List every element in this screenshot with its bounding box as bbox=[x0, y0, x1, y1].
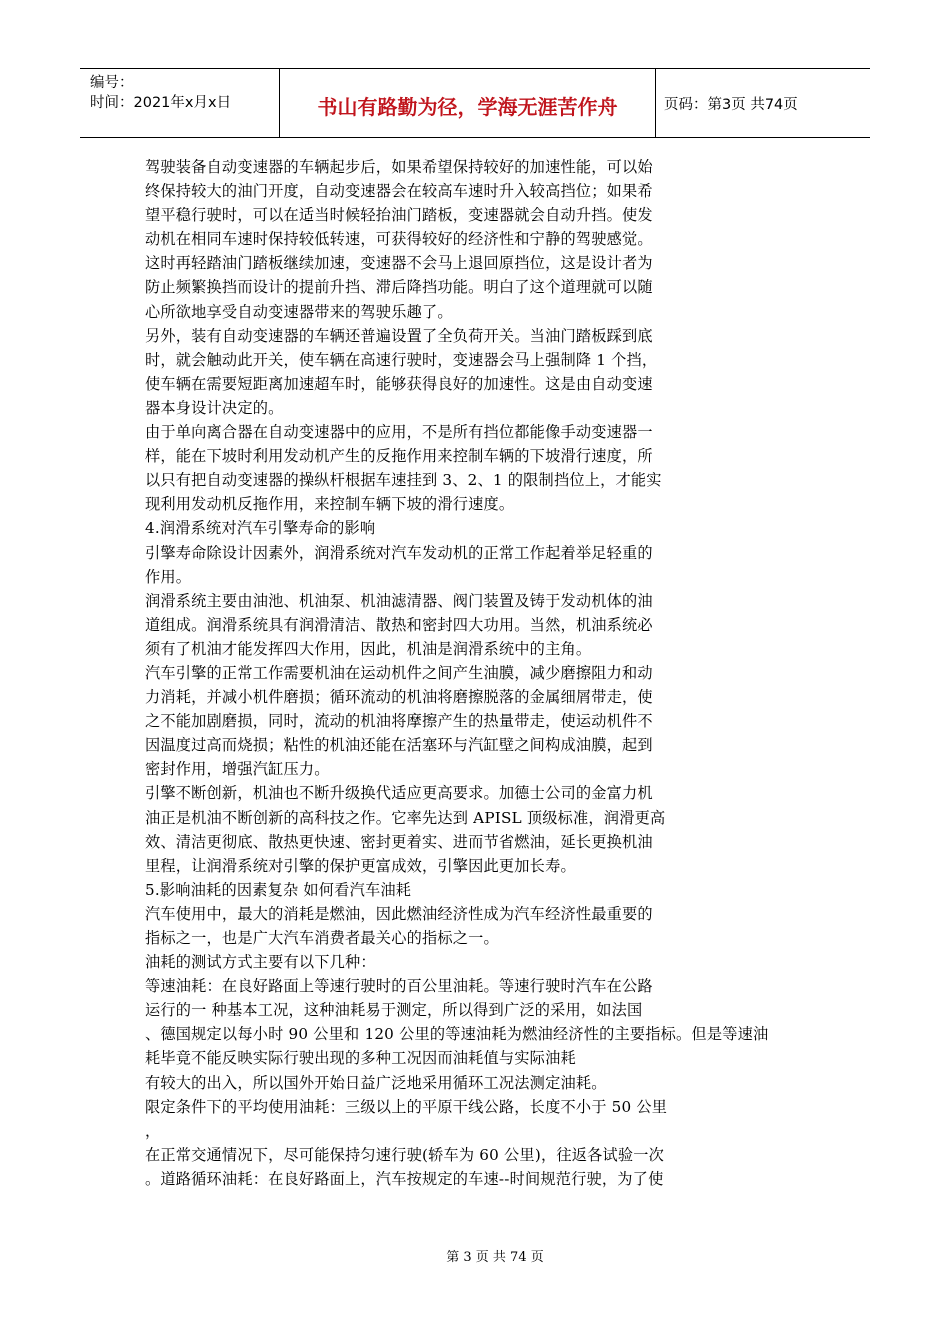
page-footer: 第 3 页 共 74 页 bbox=[446, 1250, 544, 1265]
text-line: 引擎寿命除设计因素外，润滑系统对汽车发动机的正常工作起着举足轻重的 bbox=[145, 543, 653, 562]
date-label: 时间：2021年x月x日 bbox=[90, 95, 232, 111]
text-line: 5.影响油耗的因素复杂 如何看汽车油耗 bbox=[145, 880, 412, 899]
text-line: 、德国规定以每小时 90 公里和 120 公里的等速油耗为燃油经济性的主要指标。但是等速油 bbox=[145, 1025, 769, 1044]
text-line: 耗毕竟不能反映实际行驶出现的多种工况因而油耗值与实际油耗 bbox=[145, 1049, 576, 1068]
header-meta bbox=[80, 69, 280, 137]
text-line: 有较大的出入，所以国外开始日益广泛地采用循环工况法测定油耗。 bbox=[145, 1073, 607, 1092]
text-line: 油耗的测试方式主要有以下几种： bbox=[145, 953, 376, 972]
text-line: 润滑系统主要由油池、机油泵、机油滤清器、阀门装置及铸于发动机体的油 bbox=[145, 591, 653, 610]
text-line: 引擎不断创新，机油也不断升级换代适应更高要求。加德士公司的金富力机 bbox=[145, 784, 653, 803]
text-line: 限定条件下的平均使用油耗：三级以上的平原干线公路，长度不小于 50 公里 bbox=[145, 1097, 668, 1116]
text-line: 道组成。润滑系统具有润滑清洁、散热和密封四大功用。当然，机油系统必 bbox=[145, 615, 653, 634]
text-line: 里程，让润滑系统对引擎的保护更富成效，引擎因此更加长寿。 bbox=[145, 856, 576, 875]
text-line: 另外，装有自动变速器的车辆还普遍设置了全负荷开关。当油门踏板踩到底 bbox=[145, 326, 653, 345]
header-page-info: 页码：第3页 共74页 bbox=[664, 96, 798, 113]
text-line: 驾驶装备自动变速器的车辆起步后，如果希望保持较好的加速性能，可以始 bbox=[145, 158, 653, 176]
text-line: ， bbox=[145, 1121, 161, 1140]
text-line: 之不能加剧磨损，同时，流动的机油将摩擦产生的热量带走，使运动机件不 bbox=[145, 712, 653, 731]
text-line: 指标之一，也是广大汽车消费者最关心的指标之一。 bbox=[145, 929, 499, 947]
text-line: 在正常交通情况下，尽可能保持匀速行驶(轿车为 60 公里)，往返各试验一次 bbox=[145, 1145, 665, 1164]
text-line: 以只有把自动变速器的操纵杆根据车速挂到 3、2、1 的限制挡位上，才能实 bbox=[145, 471, 662, 490]
header-motto: 书山有路勤为径，学海无涯苦作舟 bbox=[280, 69, 656, 137]
text-line: 器本身设计决定的。 bbox=[145, 398, 284, 417]
text-line: 等速油耗：在良好路面上等速行驶时的百公里油耗。等速行驶时汽车在公路 bbox=[145, 977, 653, 996]
text-line: 汽车使用中，最大的消耗是燃油，因此燃油经济性成为汽车经济性最重要的 bbox=[145, 904, 653, 923]
text-line: 油正是机油不断创新的高科技之作。它率先达到 APISL 顶级标准，润滑更高 bbox=[145, 808, 666, 827]
page-header bbox=[80, 68, 870, 138]
document-body bbox=[145, 155, 845, 1191]
text-line: 望平稳行驶时，可以在适当时候轻抬油门踏板，变速器就会自动升挡。使发 bbox=[145, 206, 653, 225]
text-line: 力消耗，并减小机件磨损；循环流动的机油将磨擦脱落的金属细屑带走，使 bbox=[145, 688, 653, 707]
text-line: 4.润滑系统对汽车引擎寿命的影响 bbox=[145, 519, 376, 538]
text-line: 运行的一 种基本工况，这种油耗易于测定，所以得到广泛的采用，如法国 bbox=[145, 1001, 643, 1020]
text-line: 现利用发动机反拖作用，来控制车辆下坡的滑行速度。 bbox=[145, 495, 515, 514]
text-line: 由于单向离合器在自动变速器中的应用，不是所有挡位都能像手动变速器一 bbox=[145, 423, 653, 442]
text-line: 效、清洁更彻底、散热更快速、密封更着实、进而节省燃油，延长更换机油 bbox=[145, 832, 653, 851]
text-line: 使车辆在需要短距离加速超车时，能够获得良好的加速性。这是由自动变速 bbox=[145, 374, 653, 393]
text-line: 样，能在下坡时利用发动机产生的反拖作用来控制车辆的下坡滑行速度，所 bbox=[145, 447, 653, 466]
text-line: 心所欲地享受自动变速器带来的驾驶乐趣了。 bbox=[145, 302, 453, 321]
text-line: 。道路循环油耗：在良好路面上，汽车按规定的车速--时间规范行驶，为了使 bbox=[145, 1169, 664, 1188]
text-line: 须有了机油才能发挥四大作用，因此，机油是润滑系统中的主角。 bbox=[145, 639, 592, 658]
text-line: 作用。 bbox=[145, 567, 192, 586]
text-line: 终保持较大的油门开度，自动变速器会在较高车速时升入较高挡位；如果希 bbox=[145, 182, 653, 201]
text-line: 动机在相同车速时保持较低转速，可获得较好的经济性和宁静的驾驶感觉。 bbox=[145, 230, 653, 249]
text-line: 因温度过高而烧损；粘性的机油还能在活塞环与汽缸壁之间构成油膜，起到 bbox=[145, 736, 653, 755]
text-line: 时，就会触动此开关，使车辆在高速行驶时，变速器会马上强制降 1 个挡， bbox=[145, 350, 658, 369]
text-line: 这时再轻踏油门踏板继续加速，变速器不会马上退回原挡位，这是设计者为 bbox=[145, 254, 653, 273]
text-line: 密封作用，增强汽缸压力。 bbox=[145, 760, 330, 779]
text-line: 汽车引擎的正常工作需要机油在运动机件之间产生油膜，减少磨擦阻力和动 bbox=[145, 663, 653, 682]
text-line: 防止频繁换挡而设计的提前升挡、滞后降挡功能。明白了这个道理就可以随 bbox=[145, 278, 653, 297]
number-label: 编号： bbox=[90, 75, 134, 91]
